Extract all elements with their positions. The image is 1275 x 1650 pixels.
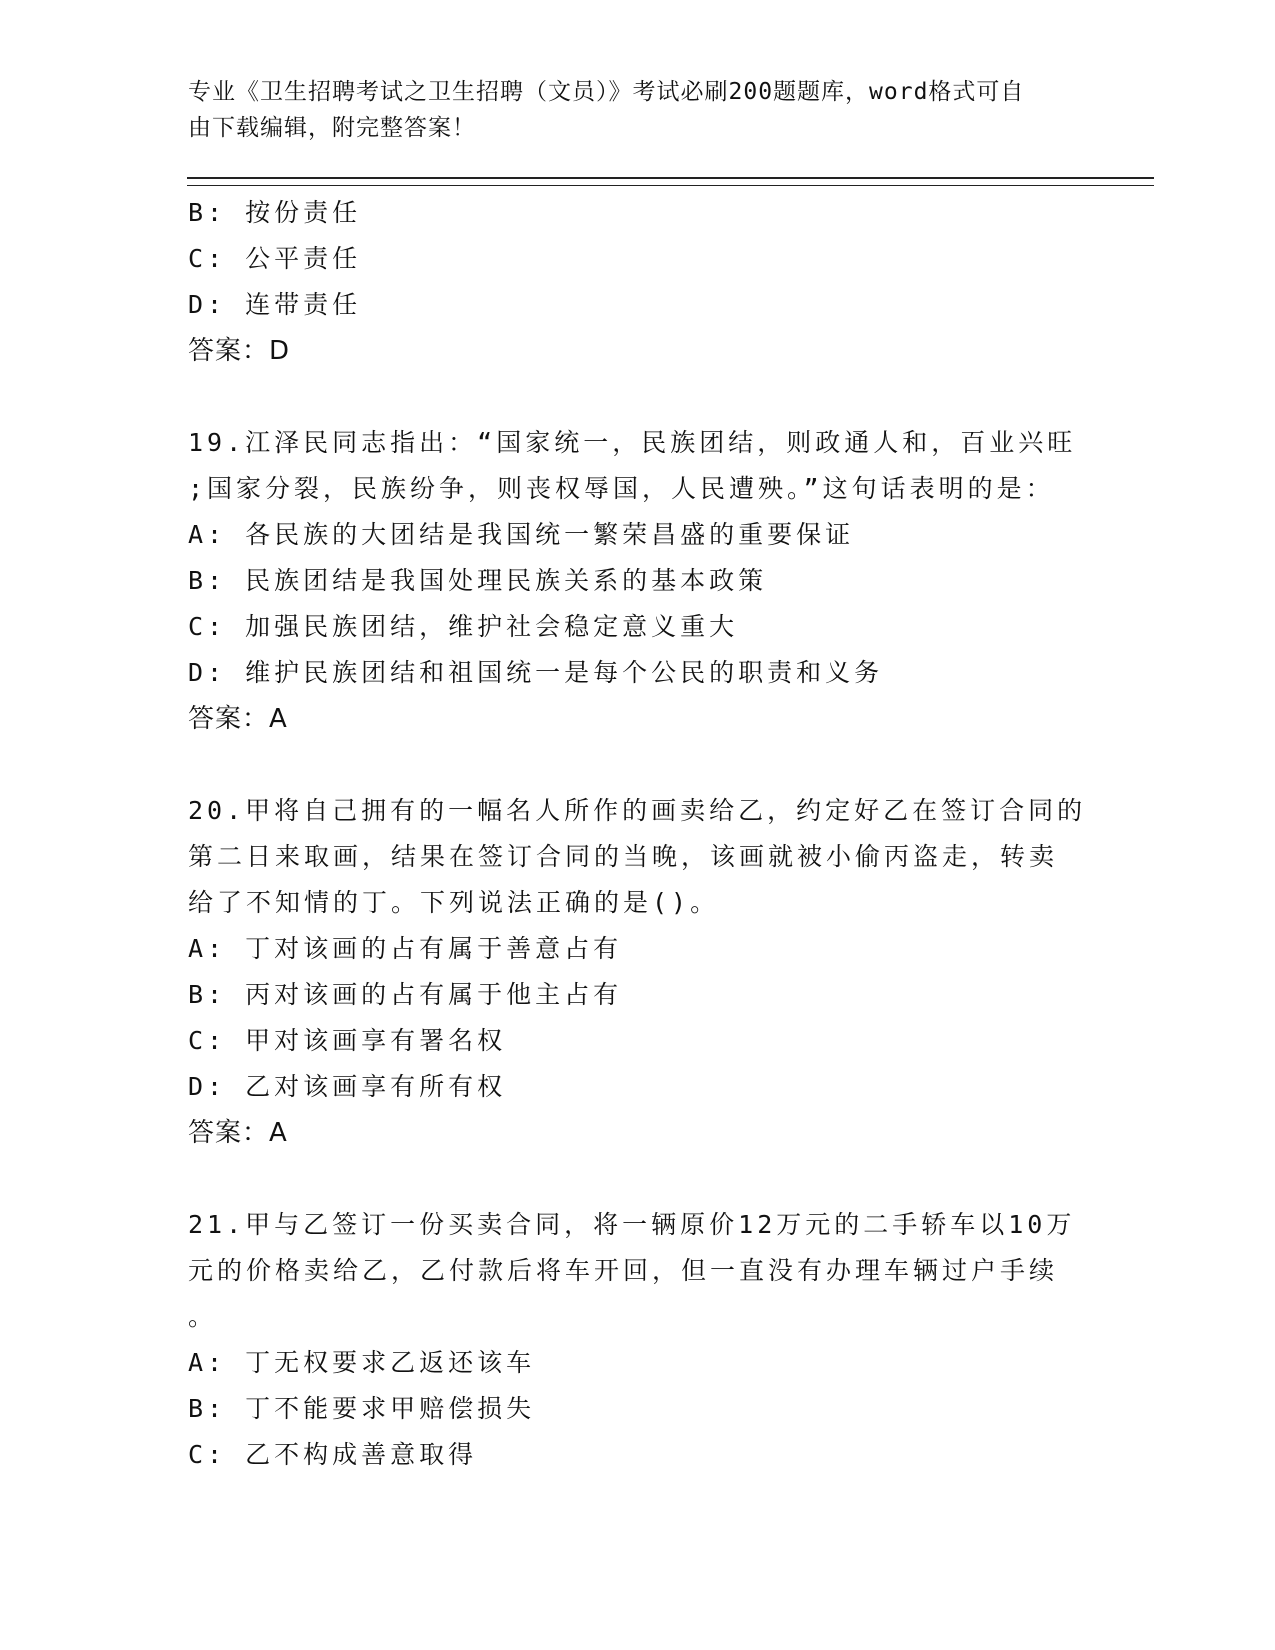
- spacer: [188, 1156, 1088, 1202]
- option-b: B: 丙对该画的占有属于他主占有: [188, 980, 623, 1009]
- question-stem: 给了不知情的丁。下列说法正确的是()。: [188, 888, 720, 917]
- spacer: [188, 742, 1088, 788]
- header-line-2: 由下载编辑，附完整答案！: [188, 115, 476, 141]
- document-header: [188, 74, 1088, 146]
- question-21: [188, 1202, 1088, 1478]
- answer-line: 答案：D: [188, 336, 291, 366]
- option-c: C: 公平责任: [188, 244, 362, 273]
- option-c: C: 乙不构成善意取得: [188, 1440, 478, 1469]
- question-stem: ;国家分裂，民族纷争，则丧权辱国，人民遭殃。”这句话表明的是：: [188, 474, 1055, 503]
- spacer: [188, 374, 1088, 420]
- header-divider: [187, 177, 1154, 186]
- question-stem: 元的价格卖给乙，乙付款后将车开回，但一直没有办理车辆过户手续: [188, 1256, 1059, 1285]
- option-b: B: 按份责任: [188, 198, 362, 227]
- question-stem: 21.甲与乙签订一份买卖合同，将一辆原价12万元的二手轿车以10万: [188, 1210, 1076, 1239]
- option-b: B: 丁不能要求甲赔偿损失: [188, 1394, 536, 1423]
- option-c: C: 加强民族团结，维护社会稳定意义重大: [188, 612, 739, 641]
- option-c: C: 甲对该画享有署名权: [188, 1026, 507, 1055]
- question-20: [188, 788, 1088, 1156]
- option-a: A: 丁无权要求乙返还该车: [188, 1348, 536, 1377]
- option-d: D: 乙对该画享有所有权: [188, 1072, 507, 1101]
- question-content: [188, 190, 1088, 1478]
- answer-line: 答案：A: [188, 704, 288, 734]
- option-a: A: 各民族的大团结是我国统一繁荣昌盛的重要保证: [188, 520, 855, 549]
- question-stem: 第二日来取画，结果在签订合同的当晚，该画就被小偷丙盗走，转卖: [188, 842, 1059, 871]
- option-d: D: 维护民族团结和祖国统一是每个公民的职责和义务: [188, 658, 884, 687]
- question-19: [188, 420, 1088, 742]
- question-stem: 19.江泽民同志指出：“国家统一，民族团结，则政通人和，百业兴旺: [188, 428, 1077, 457]
- question-stem: 。: [188, 1302, 218, 1331]
- option-d: D: 连带责任: [188, 290, 362, 319]
- answer-line: 答案：A: [188, 1118, 288, 1148]
- question-18-tail: [188, 190, 1088, 374]
- header-line-1: 专业《卫生招聘考试之卫生招聘（文员）》考试必刷200题题库，word格式可自: [188, 79, 1025, 105]
- question-stem: 20.甲将自己拥有的一幅名人所作的画卖给乙，约定好乙在签订合同的: [188, 796, 1087, 825]
- option-a: A: 丁对该画的占有属于善意占有: [188, 934, 623, 963]
- option-b: B: 民族团结是我国处理民族关系的基本政策: [188, 566, 768, 595]
